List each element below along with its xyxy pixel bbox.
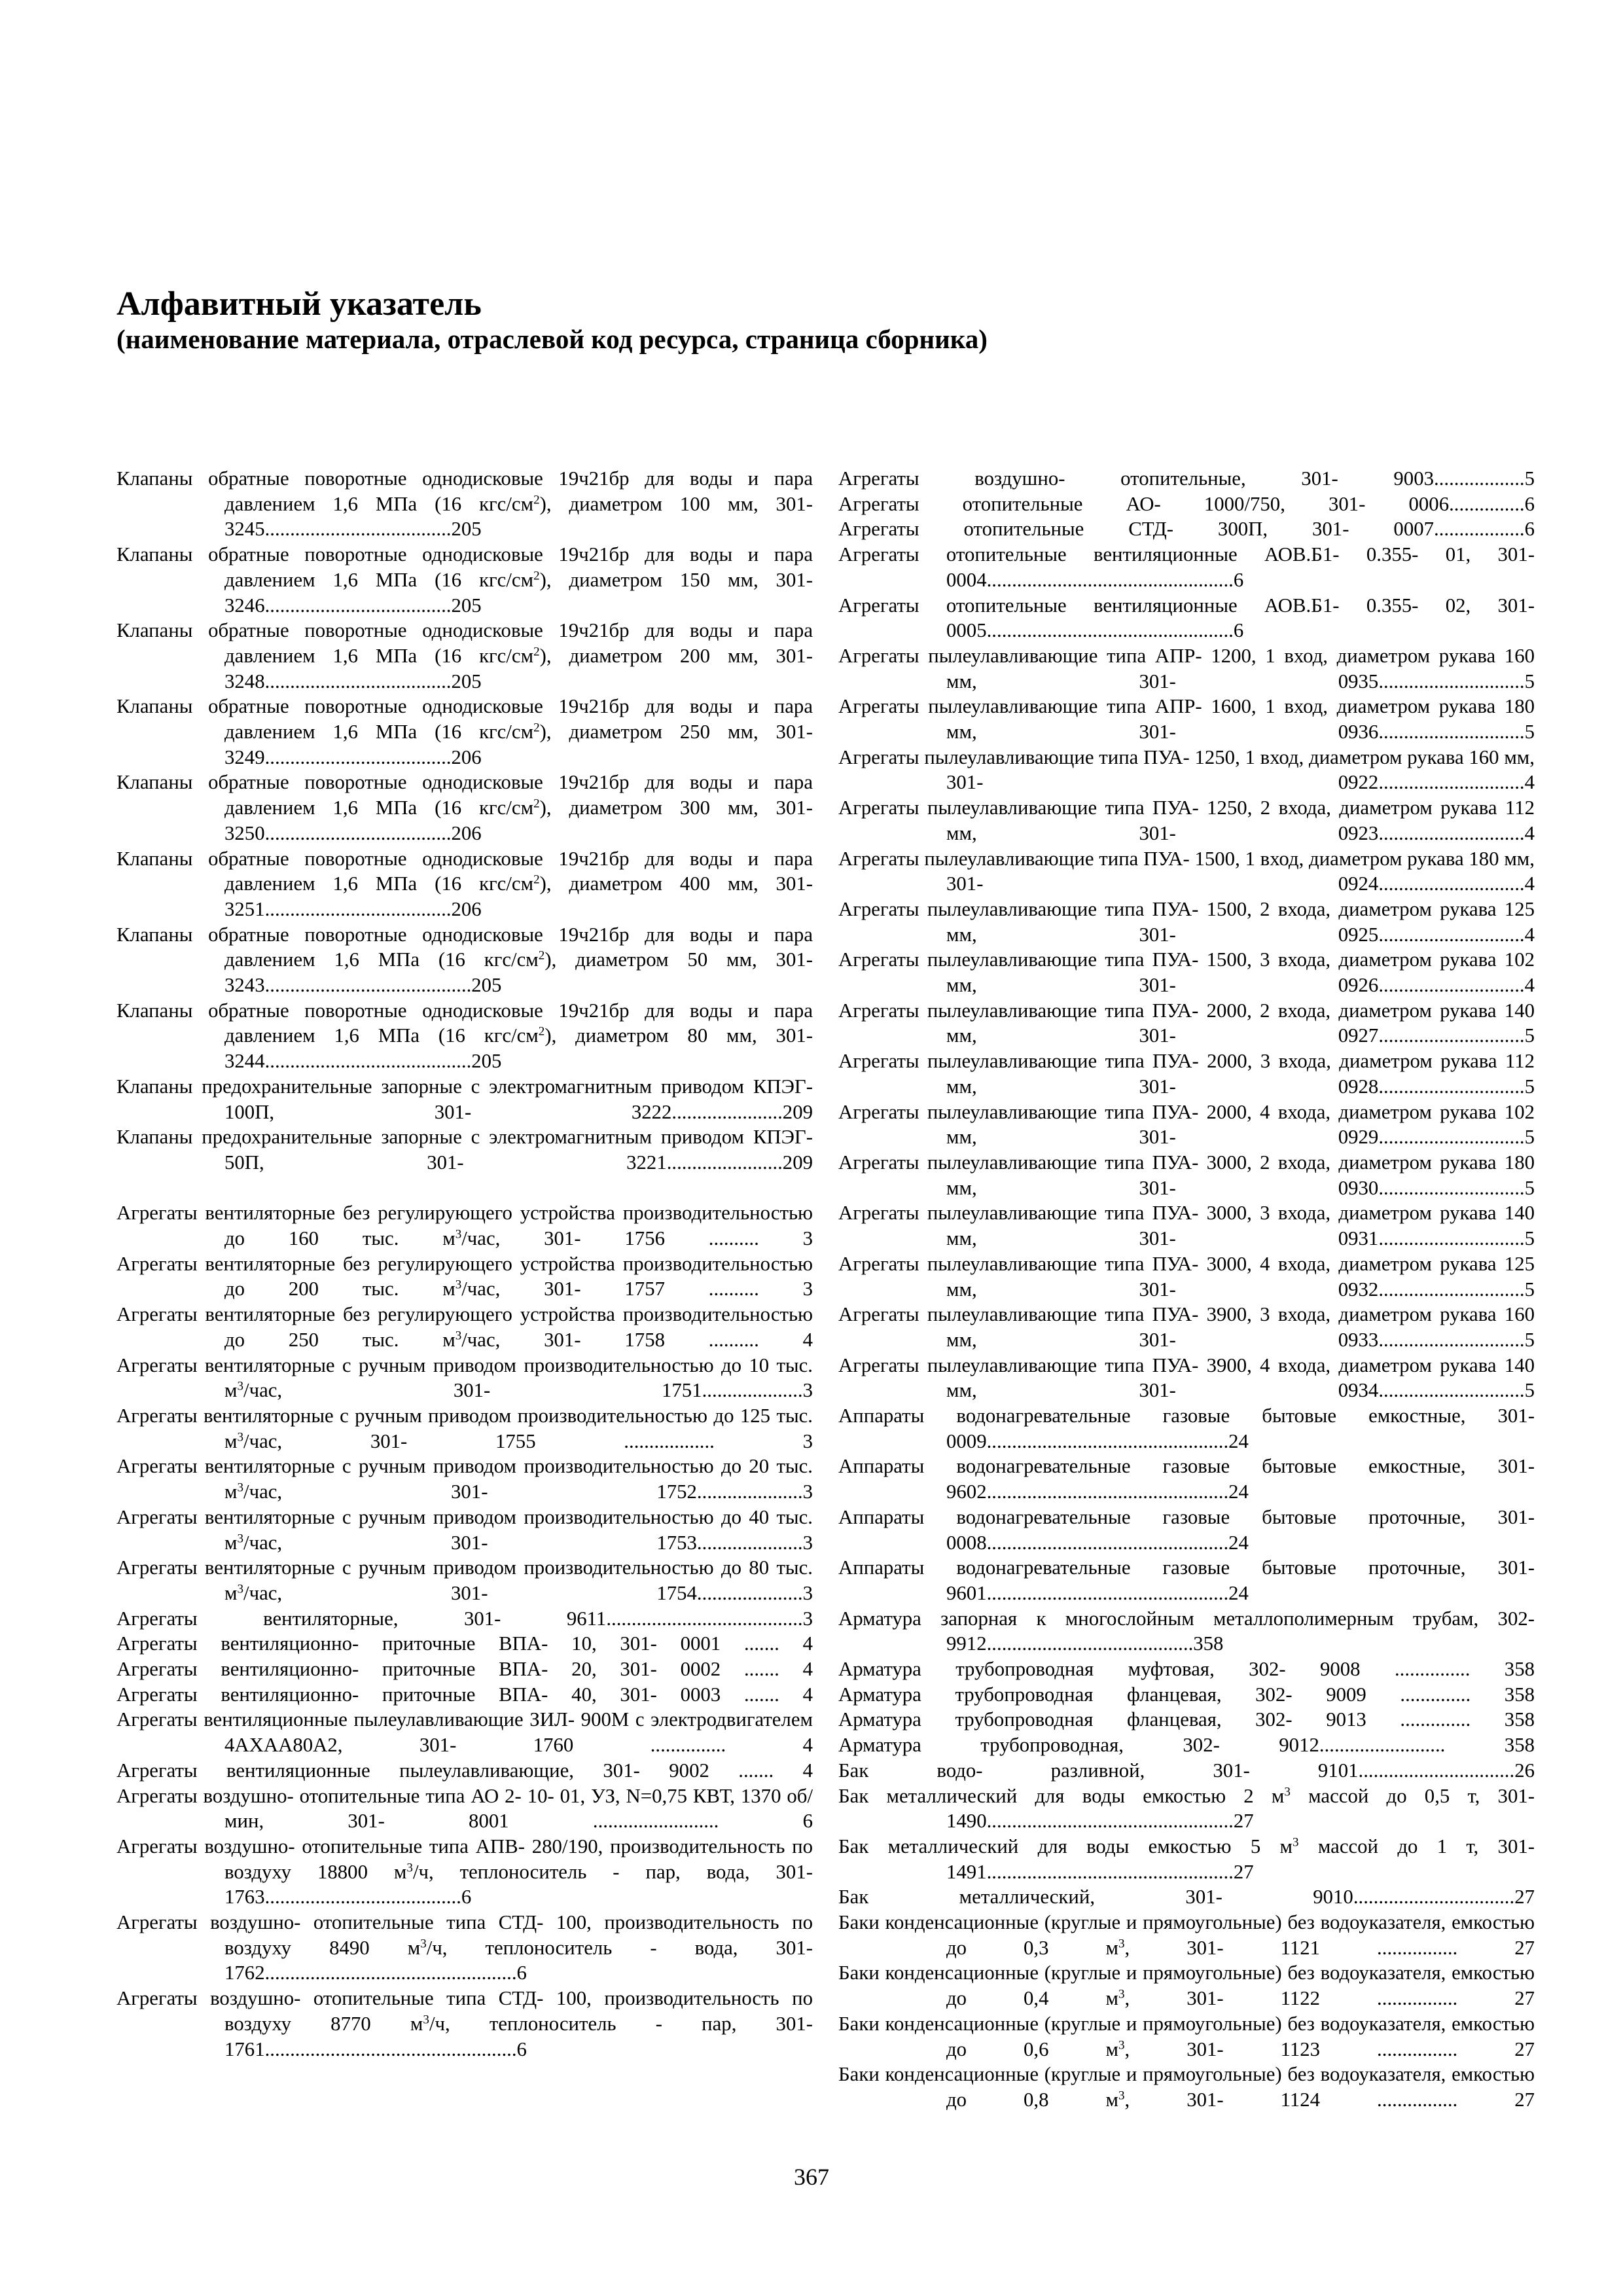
index-entry: Агрегаты воздушно- отопительные типа АО 2- 10- 01, УЗ, N=0,75 КВТ, 1370 об/мин, 301- 8001 ......................... 6 — [116, 1784, 813, 1833]
index-entry: Клапаны обратные поворотные однодисковые 19ч21бр для воды и пара давлением 1,6 МПа (16 кгс/$см^2$), диаметром 150 мм, 301- 3246.....................................205 — [116, 543, 813, 617]
index-entry: Клапаны обратные поворотные однодисковые 19ч21бр для воды и пара давлением 1,6 МПа (16 кгс/$см^2$), диаметром 250 мм, 301- 3249.....................................206 — [116, 695, 813, 768]
index-entry: Агрегаты вентиляторные с ручным приводом производительностью до 125 тыс. $м^3$/час, 301- 1755 .................. 3 — [116, 1405, 813, 1452]
index-entry: Агрегаты пылеулавливающие типа ПУА- 1500, 3 входа, диаметром рукава 102 мм, 301- 0926.............................4 — [838, 948, 1535, 997]
klapany-entry-group — [116, 466, 813, 1175]
index-entry: Агрегаты вентиляторные без регулирующего устройства производительностью до 160 тыс. $м^3$/час, 301- 1756 .......... 3 — [116, 1202, 813, 1250]
group-spacer — [116, 1175, 813, 1201]
index-entry: Агрегаты вентиляционные пылеулавливающие ЗИЛ- 900М с электродвигателем 4АХАА80А2, 301- 1760 ............... 4 — [116, 1708, 813, 1757]
index-entry: Арматура трубопроводная фланцевая, 302- 9009 .............. 358 — [838, 1683, 1535, 1706]
index-entry: Агрегаты пылеулавливающие типа ПУА- 1250, 1 вход, диаметром рукава 160 мм, 301- 0922.............................4 — [838, 745, 1535, 794]
index-entry: Баки конденсационные (круглые и прямоугольные) без водоуказателя, емкостью до 0,3 $м^3$, 301- 1121 ................ 27 — [838, 1911, 1535, 1959]
index-entry: Агрегаты отопительные СТД- 300П, 301- 0007..................6 — [838, 518, 1535, 541]
index-entry: Агрегаты воздушно- отопительные, 301- 9003..................5 — [838, 467, 1535, 490]
index-entry: Бак металлический, 301- 9010................................27 — [838, 1886, 1535, 1909]
right-entry-group — [838, 466, 1535, 2113]
index-entry: Клапаны обратные поворотные однодисковые 19ч21бр для воды и пара давлением 1,6 МПа (16 кгс/$см^2$), диаметром 80 мм, 301- 3244.........................................205 — [116, 999, 813, 1073]
index-entry: Агрегаты пылеулавливающие типа ПУА- 2000, 3 входа, диаметром рукава 112 мм, 301- 0928.............................5 — [838, 1050, 1535, 1098]
index-entry: Аппараты водонагревательные газовые бытовые проточные, 301- 9601................................................24 — [838, 1556, 1535, 1604]
index-entry: Бак водо- разливной, 301- 9101...............................26 — [838, 1759, 1535, 1782]
index-entry: Агрегаты воздушно- отопительные типа АПВ- 280/190, производительность по воздуху 18800 $м^3/ч$, теплоноситель - пар, вода, 301- 1763.......................................6 — [116, 1835, 813, 1909]
agregaty-entry-group — [116, 1200, 813, 2062]
index-entry: Агрегаты вентиляторные с ручным приводом производительностью до 20 тыс. $м^3$/час, 301- 1752.....................3 — [116, 1455, 813, 1503]
index-entry: Баки конденсационные (круглые и прямоугольные) без водоуказателя, емкостью до 0,8 $м^3$, 301- 1124 ................ 27 — [838, 2063, 1535, 2111]
index-entry: Арматура трубопроводная муфтовая, 302- 9008 ............... 358 — [838, 1658, 1535, 1681]
right-index-column — [838, 466, 1535, 2113]
index-entry: Бак металлический для воды емкостью 5 $м^3$ массой до 1 т, 301- 1491.................................................27 — [838, 1835, 1535, 1883]
index-title: Алфавитный указатель — [116, 285, 482, 323]
index-entry: Агрегаты пылеулавливающие типа ПУА- 1250, 2 входа, диаметром рукава 112 мм, 301- 0923.............................4 — [838, 797, 1535, 844]
index-entry: Агрегаты пылеулавливающие типа ПУА- 2000, 4 входа, диаметром рукава 102 мм, 301- 0929.............................5 — [838, 1100, 1535, 1149]
index-entry: Клапаны обратные поворотные однодисковые 19ч21бр для воды и пара давлением 1,6 МПа (16 кгс/$см^2$), диаметром 50 мм, 301- 3243.........................................205 — [116, 923, 813, 997]
index-entry: Агрегаты пылеулавливающие типа АПР- 1200, 1 вход, диаметром рукава 160 мм, 301- 0935.............................5 — [838, 644, 1535, 692]
index-entry: Клапаны обратные поворотные однодисковые 19ч21бр для воды и пара давлением 1,6 МПа (16 кгс/$см^2$), диаметром 200 мм, 301- 3248.....................................205 — [116, 619, 813, 692]
index-entry: Агрегаты вентиляционно- приточные ВПА- 20, 301- 0002 ....... 4 — [116, 1658, 813, 1681]
index-entry: Арматура трубопроводная фланцевая, 302- 9013 .............. 358 — [838, 1708, 1535, 1731]
index-entry: Агрегаты пылеулавливающие типа АПР- 1600, 1 вход, диаметром рукава 180 мм, 301- 0936.............................5 — [838, 695, 1535, 744]
left-index-column — [116, 466, 813, 2062]
index-entry: Агрегаты вентиляционно- приточные ВПА- 40, 301- 0003 ....... 4 — [116, 1683, 813, 1706]
index-entry: Агрегаты пылеулавливающие типа ПУА- 3000, 4 входа, диаметром рукава 125 мм, 301- 0932.............................5 — [838, 1252, 1535, 1300]
index-entry: Агрегаты пылеулавливающие типа ПУА- 2000, 2 входа, диаметром рукава 140 мм, 301- 0927.............................5 — [838, 999, 1535, 1047]
index-entry: Агрегаты вентиляторные без регулирующего устройства производительностью до 250 тыс. $м^3$/час, 301- 1758 .......... 4 — [116, 1303, 813, 1351]
index-entry: Баки конденсационные (круглые и прямоугольные) без водоуказателя, емкостью до 0,4 $м^3$, 301- 1122 ................ 27 — [838, 1962, 1535, 2010]
index-entry: Арматура запорная к многослойным металлополимерным трубам, 302- 9912.........................................358 — [838, 1607, 1535, 1655]
index-entry: Агрегаты вентиляторные с ручным приводом производительностью до 80 тыс. $м^3$/час, 301- 1754.....................3 — [116, 1556, 813, 1604]
index-entry: Аппараты водонагревательные газовые бытовые емкостные, 301- 0009................................................24 — [838, 1405, 1535, 1452]
index-entry: Агрегаты вентиляторные с ручным приводом производительностью до 10 тыс. $м^3$/час, 301- 1751....................3 — [116, 1354, 813, 1402]
index-entry: Агрегаты пылеулавливающие типа ПУА- 3000, 2 входа, диаметром рукава 180 мм, 301- 0930.............................5 — [838, 1151, 1535, 1199]
index-entry: Агрегаты пылеулавливающие типа ПУА- 3900, 3 входа, диаметром рукава 160 мм, 301- 0933.............................5 — [838, 1303, 1535, 1351]
index-entry: Клапаны обратные поворотные однодисковые 19ч21бр для воды и пара давлением 1,6 МПа (16 кгс/$см^2$), диаметром 400 мм, 301- 3251.....................................206 — [116, 847, 813, 920]
index-entry: Клапаны предохранительные запорные с электромагнитным приводом КПЭГ- 100П, 301- 3222......................209 — [116, 1075, 813, 1123]
index-entry: Агрегаты вентиляторные с ручным приводом производительностью до 40 тыс. $м^3$/час, 301- 1753.....................3 — [116, 1505, 813, 1554]
index-entry: Агрегаты вентиляционные пылеулавливающие, 301- 9002 ....... 4 — [116, 1759, 813, 1782]
index-entry: Агрегаты воздушно- отопительные типа СТД- 100, производительность по воздуху 8770 $м^3/ч$, теплоноситель - пар, 301- 1761..................................................6 — [116, 1987, 813, 2060]
index-entry: Баки конденсационные (круглые и прямоугольные) без водоуказателя, емкостью до 0,6 $м^3$, 301- 1123 ................ 27 — [838, 2012, 1535, 2060]
index-entry: Арматура трубопроводная, 302- 9012......................... 358 — [838, 1734, 1535, 1757]
index-entry: Агрегаты вентиляционно- приточные ВПА- 10, 301- 0001 ....... 4 — [116, 1632, 813, 1655]
index-entry: Клапаны обратные поворотные однодисковые 19ч21бр для воды и пара давлением 1,6 МПа (16 кгс/$см^2$), диаметром 100 мм, 301- 3245.....................................205 — [116, 467, 813, 541]
index-entry: Агрегаты пылеулавливающие типа ПУА- 1500, 2 входа, диаметром рукава 125 мм, 301- 0925.............................4 — [838, 897, 1535, 946]
index-entry: Агрегаты пылеулавливающие типа ПУА- 3900, 4 входа, диаметром рукава 140 мм, 301- 0934.............................5 — [838, 1354, 1535, 1402]
index-entry: Агрегаты отопительные АО- 1000/750, 301- 0006...............6 — [838, 492, 1535, 515]
index-entry: Агрегаты вентиляторные без регулирующего устройства производительностью до 200 тыс. $м^3$/час, 301- 1757 .......... 3 — [116, 1252, 813, 1300]
index-entry: Аппараты водонагревательные газовые бытовые проточные, 301- 0008................................................24 — [838, 1505, 1535, 1554]
index-entry: Клапаны предохранительные запорные с электромагнитным приводом КПЭГ- 50П, 301- 3221.......................209 — [116, 1126, 813, 1174]
index-entry: Агрегаты пылеулавливающие типа ПУА- 3000, 3 входа, диаметром рукава 140 мм, 301- 0931.............................5 — [838, 1202, 1535, 1250]
index-entry: Агрегаты воздушно- отопительные типа СТД- 100, производительность по воздуху 8490 $м^3/ч$, теплоноситель - вода, 301- 1762..................................................6 — [116, 1911, 813, 1984]
index-entry: Аппараты водонагревательные газовые бытовые емкостные, 301- 9602................................................24 — [838, 1455, 1535, 1503]
page-number: 367 — [794, 2164, 829, 2190]
index-entry: Агрегаты вентиляторные, 301- 9611.......................................3 — [116, 1607, 813, 1630]
index-entry: Агрегаты отопительные вентиляционные АОВ.Б1- 0.355- 02, 301- 0005.................................................6 — [838, 594, 1535, 642]
index-entry: Агрегаты отопительные вентиляционные АОВ.Б1- 0.355- 01, 301- 0004.................................................6 — [838, 543, 1535, 591]
index-entry: Бак металлический для воды емкостью 2 $м^3$ массой до 0,5 т, 301- 1490.................................................27 — [838, 1784, 1535, 1833]
index-entry: Агрегаты пылеулавливающие типа ПУА- 1500, 1 вход, диаметром рукава 180 мм, 301- 0924.............................4 — [838, 847, 1535, 895]
index-entry: Клапаны обратные поворотные однодисковые 19ч21бр для воды и пара давлением 1,6 МПа (16 кгс/$см^2$), диаметром 300 мм, 301- 3250.....................................206 — [116, 771, 813, 844]
index-subtitle: (наименование материала, отраслевой код ресурса, страница сборника) — [116, 324, 988, 354]
